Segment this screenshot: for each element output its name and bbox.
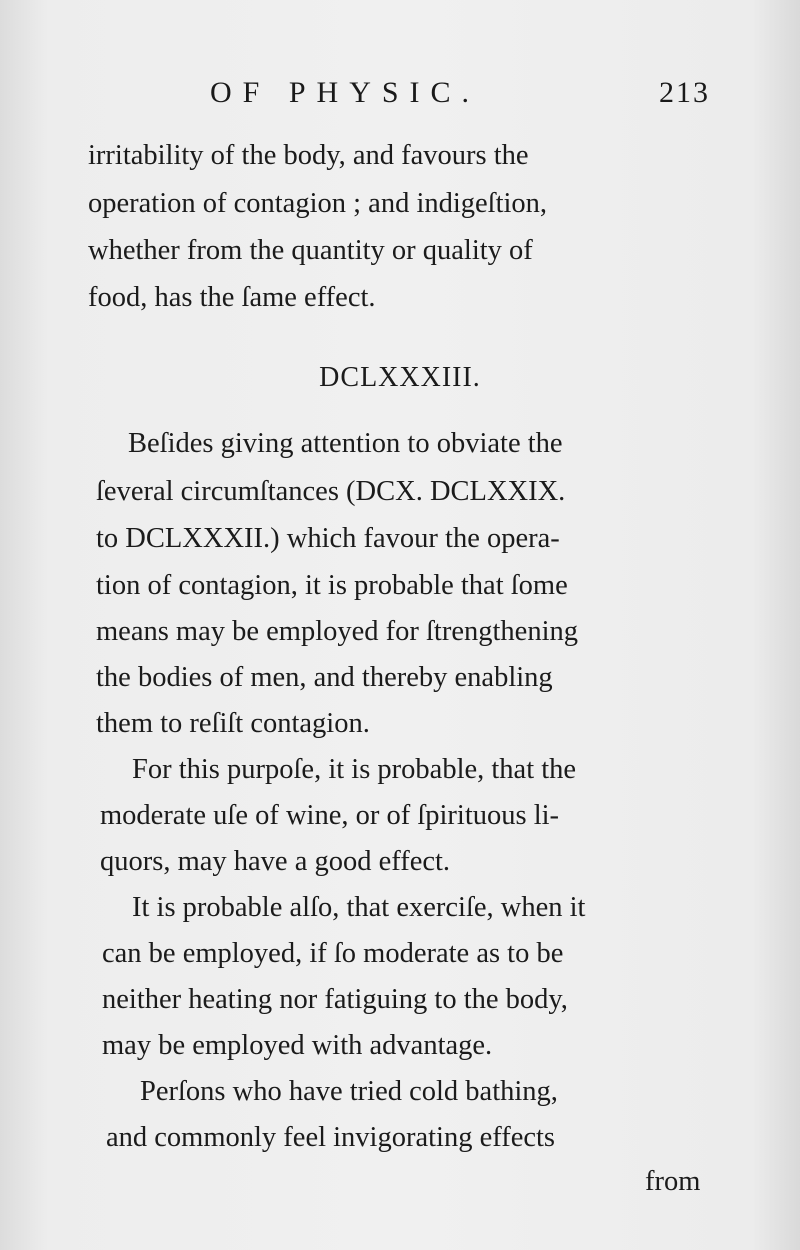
text-line: neither heating nor fatiguing to the body, [102, 984, 568, 1015]
text-line: irritability of the body, and favours the [88, 140, 529, 171]
text-line: may be employed with advantage. [102, 1030, 493, 1061]
text-line: the bodies of men, and thereby enabling [96, 662, 553, 693]
text-line: tion of contagion, it is probable that ſome [96, 570, 568, 601]
text-line: to DCLXXXII.) which favour the opera- [96, 523, 560, 554]
text-line: quors, may have a good effect. [100, 846, 451, 877]
page-number: 213 [659, 76, 710, 109]
text-line: Perſons who have tried cold bathing, [140, 1076, 558, 1107]
text-line: can be employed, if ſo moderate as to be [102, 938, 564, 969]
section-heading: DCLXXXIII. [319, 362, 481, 393]
text-line: means may be employed for ſtrengthening [96, 616, 578, 647]
text-line: It is probable alſo, that exerciſe, when it [132, 892, 586, 923]
text-line: For this purpoſe, it is probable, that the [132, 754, 577, 785]
text-line: ſeveral circumſtances (DCX. DCLXXIX. [96, 476, 566, 507]
text-line: and commonly feel invigorating effects [106, 1122, 556, 1153]
text-line: moderate uſe of wine, or of ſpirituous li- [100, 800, 560, 831]
page-header [210, 76, 710, 116]
running-head: OF PHYSIC. [210, 76, 481, 109]
text-line: food, has the ſame effect. [88, 282, 376, 313]
text-line: whether from the quantity or quality of [88, 235, 533, 266]
catchword: from [645, 1166, 701, 1197]
text-line: Beſides giving attention to obviate the [128, 428, 563, 459]
text-line: them to reſiſt contagion. [96, 708, 370, 739]
text-line: operation of contagion ; and indigeſtion, [88, 188, 548, 219]
